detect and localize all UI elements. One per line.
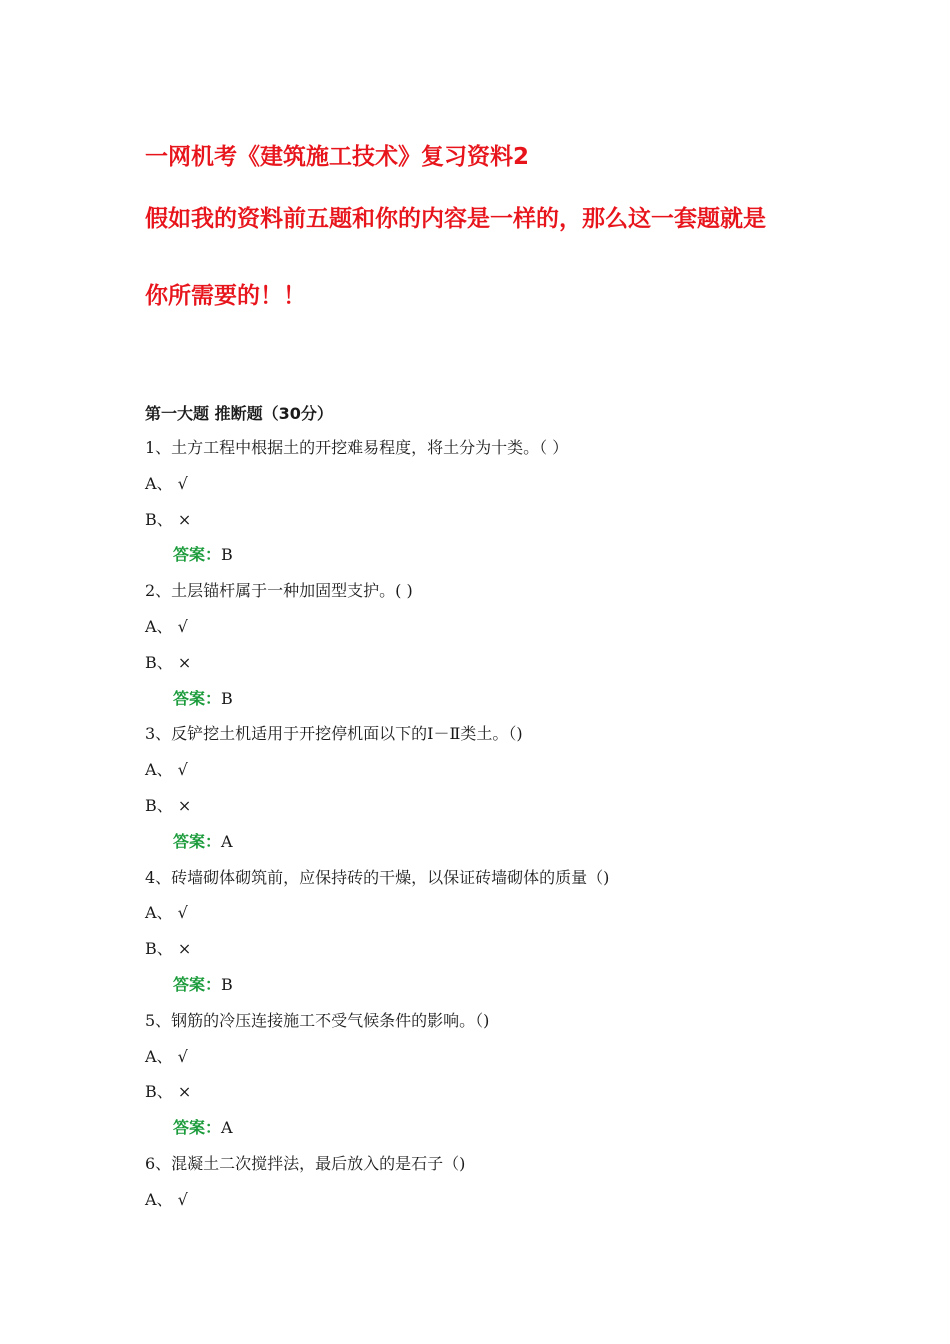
- option-a: A、 √: [145, 760, 188, 780]
- answer-value: B: [221, 545, 233, 565]
- option-b: B、 ×: [145, 509, 192, 529]
- question-text: 1、土方工程中根据土的开挖难易程度，将土分为十类。（ ）: [145, 438, 569, 457]
- option-a: A、 √: [145, 1046, 188, 1066]
- answer-value: B: [221, 974, 233, 994]
- question-text: 6、混凝土二次搅拌法，最后放入的是石子（): [145, 1153, 466, 1173]
- section-title: 第一大题 推断题（30分）: [145, 404, 333, 423]
- answer-line: [145, 1110, 905, 1146]
- answer-label: 答案：: [173, 831, 222, 851]
- option-a: A、 √: [145, 903, 188, 923]
- answer-label: 答案：: [173, 1118, 222, 1138]
- option-a: A、 √: [145, 616, 188, 636]
- question-text: 3、反铲挖土机适用于开挖停机面以下的Ⅰ－Ⅱ类土。（): [145, 724, 523, 744]
- option-b: B、 ×: [145, 939, 192, 959]
- answer-value: A: [221, 831, 233, 851]
- option-b: B、 ×: [145, 795, 192, 815]
- answer-line: [145, 681, 905, 717]
- answer-label: 答案：: [173, 545, 222, 565]
- answer-value: B: [221, 688, 233, 708]
- option-b: B、 ×: [145, 1082, 192, 1102]
- document-title: 一网机考《建筑施工技术》复习资料2: [145, 144, 530, 170]
- question-text: 4、砖墙砌体砌筑前，应保持砖的干燥，以保证砖墙砌体的质量（): [145, 867, 610, 887]
- answer-label: 答案：: [173, 688, 222, 708]
- answer-line: [145, 967, 905, 1003]
- option-a: A、 √: [145, 1189, 188, 1209]
- answer-line: [145, 824, 905, 860]
- answer-label: 答案：: [173, 974, 222, 994]
- option-a: A、 √: [145, 473, 188, 493]
- option-b: B、 ×: [145, 652, 192, 672]
- question-text: 2、土层锚杆属于一种加固型支护。( ): [145, 581, 413, 601]
- question-text: 5、钢筋的冷压连接施工不受气候条件的影响。（): [145, 1010, 490, 1030]
- answer-value: A: [221, 1118, 233, 1138]
- answer-line: [145, 537, 905, 573]
- notice-line-1: 假如我的资料前五题和你的内容是一样的，那么这一套题就是: [145, 206, 766, 232]
- notice-line-2: 你所需要的！！: [145, 283, 306, 309]
- question-list: [145, 430, 905, 1218]
